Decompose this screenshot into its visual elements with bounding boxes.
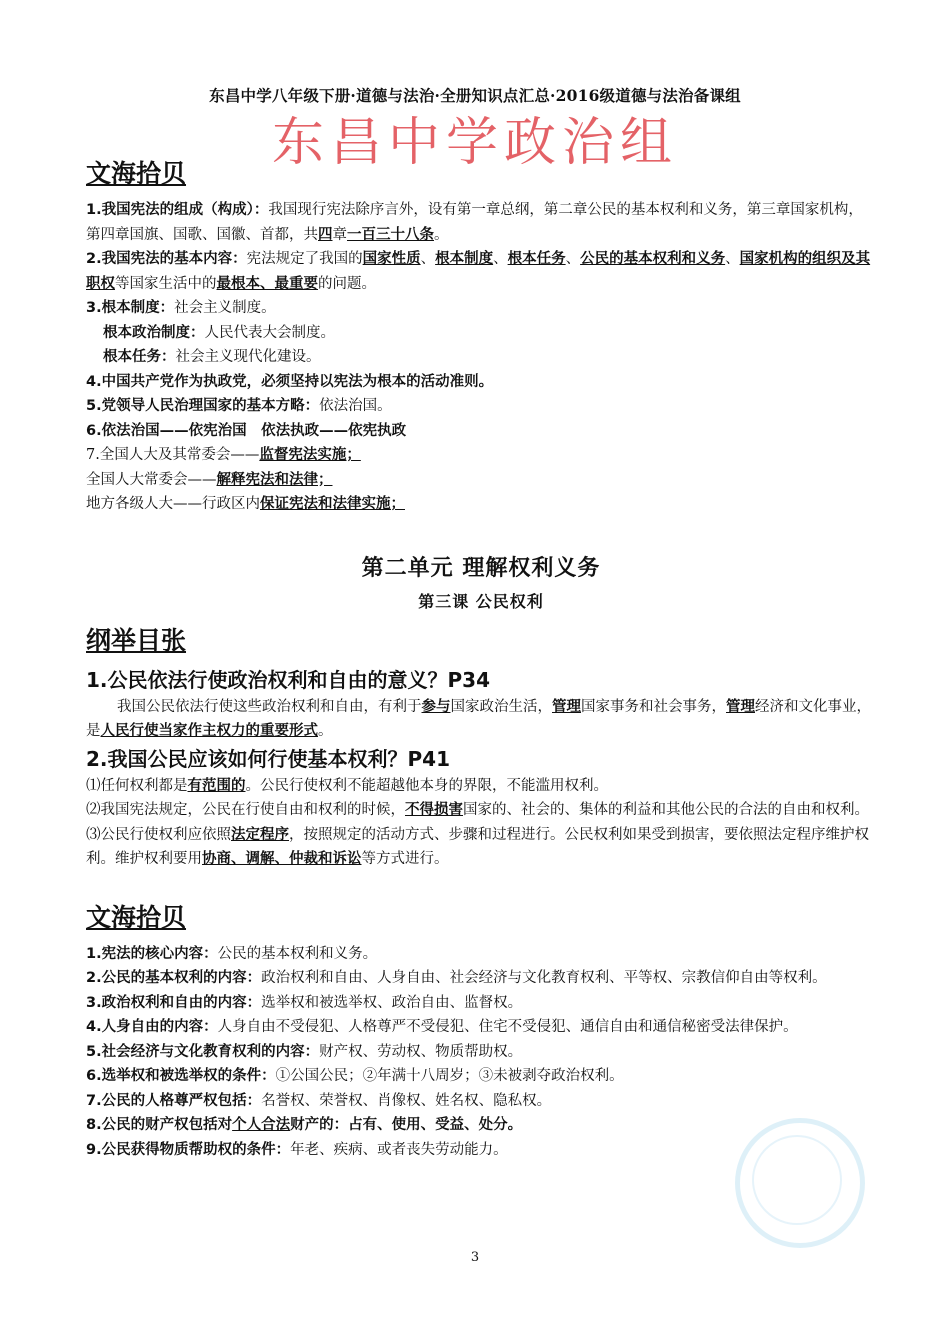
emphasis-text: 2.我国宪法的基本内容： [86, 251, 247, 267]
text-run: 名誉权、荣誉权、肖像权、姓名权、隐私权。 [261, 1092, 552, 1109]
text-run: 全国人大常委会—— [86, 471, 217, 488]
seal-inner-ring [752, 1135, 842, 1225]
emphasis-text: 保证宪法和法律实施； [260, 496, 405, 512]
text-run: 人身自由不受侵犯、人格尊严不受侵犯、住宅不受侵犯、通信自由和通信秘密受法律保护。 [217, 1019, 798, 1035]
text-run: 章 [332, 226, 347, 243]
running-header: 东昌中学八年级下册·道德与法治·全册知识点汇总·2016级道德与法治备课组 [209, 86, 741, 105]
emphasis-text: 财产的：占有、使用、受益、处分。 [290, 1117, 523, 1133]
text-run: 社会主义现代化建设。 [175, 349, 321, 365]
emphasis-text: 8.公民的财产权包括对 [86, 1117, 233, 1133]
text-run: 、 [565, 251, 581, 267]
page-content [86, 150, 876, 1162]
text-run: 经济和文化事业，是 [86, 698, 871, 739]
emphasis-text: 有范围的 [187, 777, 246, 794]
emphasis-text: 参与 [421, 698, 451, 715]
emphasis-text: 管理 [552, 698, 581, 715]
text-run: 社会主义制度。 [174, 300, 276, 316]
group-stamp: 东昌中学政治组 [271, 113, 678, 173]
text-run: 国家事务和社会事务， [581, 698, 726, 715]
list-item [86, 1040, 876, 1065]
text-run: 公民的基本权利和义务。 [217, 945, 378, 962]
emphasis-text: 一百三十八条 [347, 226, 434, 243]
text-run: 。 [434, 226, 449, 243]
unit-title: 第二单元 理解权利义务 [361, 555, 601, 581]
emphasis-text: 9.公民获得物质帮助权的条件： [86, 1141, 291, 1158]
emphasis-text: 解释宪法和法律； [216, 471, 333, 488]
text-run: 等国家生活中的 [115, 275, 217, 292]
emphasis-text: 国家机构的组织及其职权 [86, 251, 871, 292]
question-2-list [86, 774, 876, 872]
emphasis-text: 管理 [726, 698, 755, 715]
page-number: 3 [470, 1250, 480, 1265]
text-run: 人民代表大会制度。 [204, 324, 335, 341]
emphasis-text: 5.党领导人民治理国家的基本方略： [86, 398, 320, 414]
list-item [86, 1015, 876, 1040]
emphasis-text: 5.社会经济与文化教育权利的内容： [86, 1043, 320, 1060]
emphasis-text: 根本任务： [103, 349, 176, 365]
list-item [86, 991, 876, 1016]
emphasis-text: 人民行使当家作主权力的重要形式 [100, 723, 318, 739]
lesson-title: 第三课 公民权利 [418, 591, 544, 611]
text-run: 政治权利和自由、人身自由、社会经济与文化教育权利、平等权、宗教信仰自由等权利。 [261, 970, 827, 986]
section-title-3: 文海拾贝 [86, 902, 187, 932]
list-item [86, 296, 876, 321]
list-item [86, 774, 876, 799]
list-item [86, 468, 876, 493]
question-2-title: 2.我国公民应该如何行使基本权利？P41 [86, 746, 451, 771]
text-run: 依法治国。 [319, 398, 392, 414]
section-title-1: 文海拾贝 [86, 159, 187, 188]
text-run: 我国公民依法行使这些政治权利和自由，有利于 [117, 698, 422, 715]
text-run: ①公国公民；②年满十八周岁；③未被剥夺政治权利。 [275, 1068, 624, 1084]
list-item [86, 345, 876, 370]
text-run: 宪法规定了我国的 [246, 251, 363, 267]
list-item [86, 321, 876, 346]
emphasis-text: 根本政治制度： [103, 324, 205, 341]
question-1-answer [86, 695, 876, 744]
text-run: ，按照规定的活动方式、步骤和过程进行。公民权利如果受到损害，要依照法定程序维护权利。维护权利要用 [86, 826, 869, 867]
text-run: 地方各级人大——行政区内 [86, 496, 260, 512]
emphasis-text: 法定程序 [231, 826, 289, 843]
section1-list [86, 198, 876, 517]
emphasis-text: 7.公民的人格尊严权包括： [86, 1092, 262, 1109]
emphasis-text: 根本任务 [507, 251, 566, 267]
emphasis-text: 2.公民的基本权利的内容： [86, 970, 262, 986]
list-item [86, 492, 876, 517]
list-item [86, 966, 876, 991]
section-title-2: 纲举目张 [86, 625, 187, 655]
emphasis-text: 国家性质 [362, 251, 421, 267]
text-run: ⑶公民行使权利应依照 [86, 826, 231, 843]
text-run: 财产权、劳动权、物质帮助权。 [319, 1043, 523, 1060]
emphasis-text: 1.我国宪法的组成（构成）： [86, 202, 269, 218]
emphasis-text: 1.宪法的核心内容： [86, 945, 218, 962]
list-item [86, 198, 876, 247]
list-item [86, 823, 876, 872]
text-run: 。 [318, 723, 333, 739]
text-run: 年老、疾病、或者丧失劳动能力。 [290, 1141, 508, 1158]
question-1-title: 1.公民依法行使政治权利和自由的意义？P34 [86, 667, 491, 692]
emphasis-text: 个人合法 [232, 1117, 291, 1133]
emphasis-text: 公民的基本权利和义务 [580, 251, 726, 267]
emphasis-text: 3.政治权利和自由的内容： [86, 994, 262, 1011]
list-item [86, 942, 876, 967]
list-item [86, 370, 876, 395]
text-run: 的问题。 [318, 275, 376, 292]
text-run: 。公民行使权利不能超越他本身的界限，不能滥用权利。 [245, 777, 608, 794]
emphasis-text: 根本制度 [435, 251, 494, 267]
text-run: 我国现行宪法除序言外，设有第一章总纲，第二章公民的基本权利和义务，第三章国家机构，第四章国旗、国歌、国徽、首都，共 [86, 202, 863, 243]
emphasis-text: 监督宪法实施； [259, 447, 361, 463]
text-run: 、 [420, 251, 436, 267]
list-item [86, 247, 876, 296]
emphasis-text: 最根本、最重要 [216, 275, 318, 292]
text-run: ⑴任何权利都是 [86, 777, 188, 794]
text-run: 等方式进行。 [361, 851, 449, 867]
text-run: ⑵我国宪法规定，公民在行使自由和权利的时候， [86, 802, 405, 818]
text-run: 7.全国人大及其常委会—— [86, 447, 260, 463]
text-run: 选举权和被选举权、政治自由、监督权。 [261, 994, 523, 1011]
list-item [86, 798, 876, 823]
emphasis-text: 4.中国共产党作为执政党，必须坚持以宪法为根本的活动准则。 [86, 373, 494, 390]
text-run: 国家政治生活， [450, 698, 552, 715]
text-run: 、 [725, 251, 740, 267]
list-item [86, 419, 876, 444]
emphasis-text: 6.依法治国——依宪治国 依法执政——依宪执政 [86, 422, 407, 439]
list-item [86, 1089, 876, 1114]
emphasis-text: 不得损害 [405, 802, 463, 818]
watermark-seal [735, 1118, 865, 1248]
list-item [86, 443, 876, 468]
emphasis-text: 四 [318, 226, 333, 243]
list-item [86, 1064, 876, 1089]
text-run: 、 [493, 251, 508, 267]
emphasis-text: 4.人身自由的内容： [86, 1019, 218, 1035]
emphasis-text: 6.选举权和被选举权的条件： [86, 1068, 276, 1084]
emphasis-text: 协商、调解、仲裁和诉讼 [202, 851, 362, 867]
section3-list [86, 942, 876, 1163]
text-run: 国家的、社会的、集体的利益和其他公民的合法的自由和权利。 [463, 802, 869, 818]
list-item [86, 394, 876, 419]
emphasis-text: 3.根本制度： [86, 300, 175, 316]
